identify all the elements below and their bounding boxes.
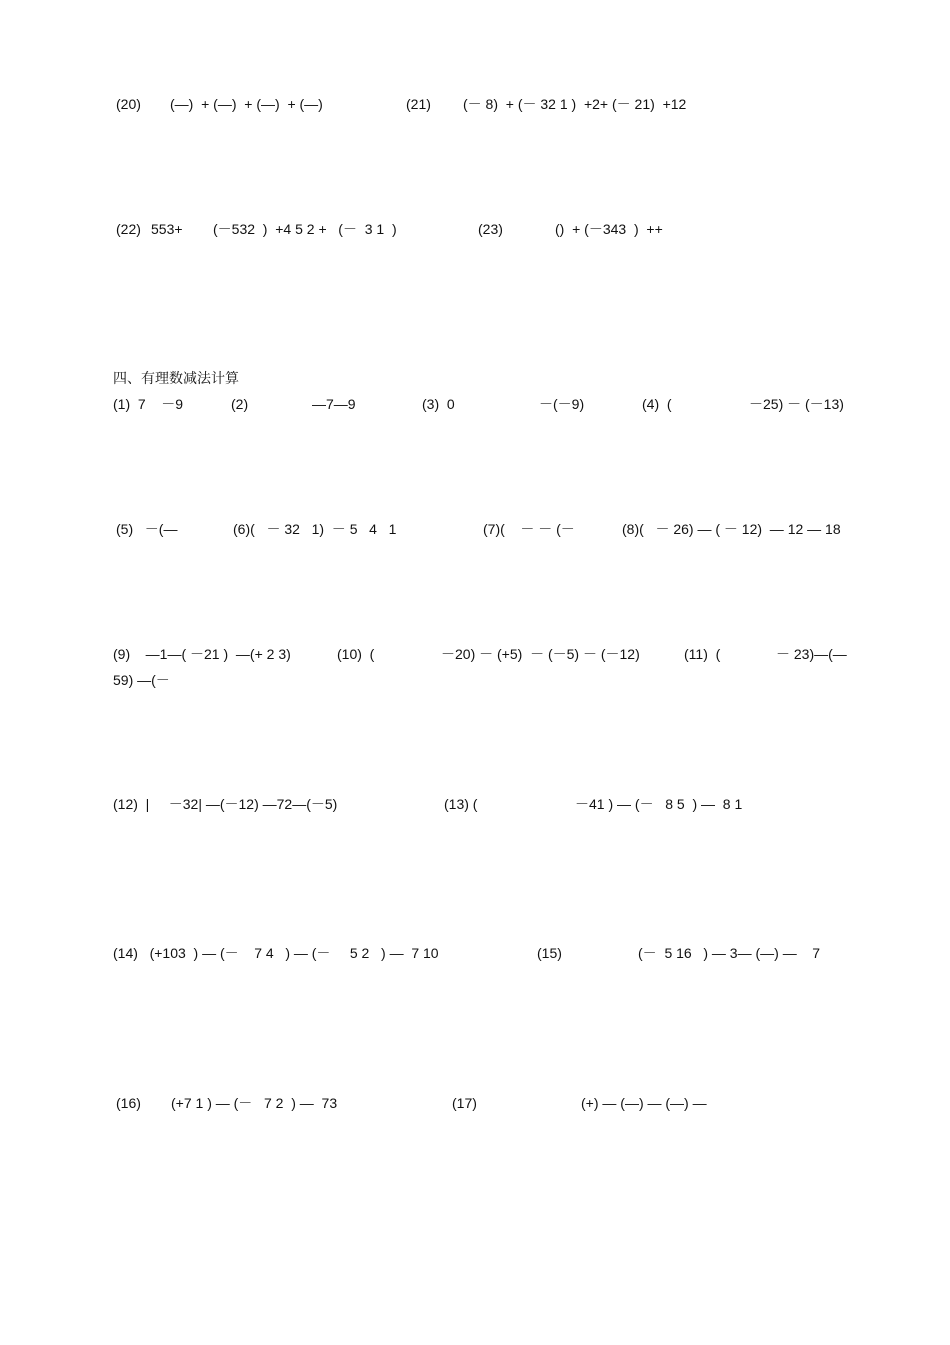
sub-item-5: (5) －(— <box>116 521 178 537</box>
sub-item-15-number: (15) <box>537 945 562 961</box>
item-20-expression: (—) + (—) + (—) + (—) <box>170 96 323 112</box>
section-heading: 四、有理数减法计算 <box>113 371 239 387</box>
sub-item-3-number: (3) 0 <box>422 396 455 412</box>
item-21-expression: (－ 8) + (－ 32 1 ) +2+ (－ 21) +12 <box>463 96 687 112</box>
sub-item-10-number: (10) ( <box>337 646 375 662</box>
sub-item-2-expression: —7—9 <box>312 396 356 412</box>
item-23-number: (23) <box>478 221 503 237</box>
sub-item-13-expression: －41 ) — (－ 8 5 ) — 8 1 <box>575 796 743 812</box>
item-23-expression: () + (－343 ) ++ <box>555 221 663 237</box>
sub-item-4-number: (4) ( <box>642 396 672 412</box>
sub-item-1: (1) 7 －9 <box>113 396 184 412</box>
sub-item-6: (6)( － 32 1) － 5 4 1 <box>233 521 397 537</box>
sub-item-8: (8)( － 26) — ( － 12) — 12 — 18 <box>622 521 841 537</box>
sub-item-17-number: (17) <box>452 1095 477 1111</box>
sub-item-13-number: (13) ( <box>444 796 478 812</box>
sub-item-15-expression: (－ 5 16 ) — 3— (—) — 7 <box>638 945 821 961</box>
sub-item-7: (7)( － － (－ <box>483 521 575 537</box>
sub-item-4-expression: －25) － (－13) <box>749 396 844 412</box>
sub-item-2-number: (2) <box>231 396 249 412</box>
sub-item-14: (14) (+103 ) — (－ 7 4 ) — (－ 5 2 ) — 7 10 <box>113 945 439 961</box>
sub-item-11-number: (11) ( <box>684 646 721 662</box>
sub-item-16-expression: (+7 1 ) — (－ 7 2 ) — 73 <box>171 1095 338 1111</box>
sub-item-16-number: (16) <box>116 1095 141 1111</box>
item-22-expression: (－532 ) +4 5 2 + (－ 3 1 ) <box>213 221 397 237</box>
item-22-expression-start: 553+ <box>151 221 183 237</box>
sub-item-10-expression: －20) － (+5) － (－5) － (－12) <box>441 646 640 662</box>
sub-item-11-continuation: 59) —(－ <box>113 672 170 688</box>
sub-item-12: (12) | －32| —(－12) —72—(－5) <box>113 796 338 812</box>
item-22-number: (22) <box>116 221 141 237</box>
item-21-number: (21) <box>406 96 431 112</box>
item-20-number: (20) <box>116 96 141 112</box>
sub-item-17-expression: (+) — (—) — (—) — <box>581 1095 707 1111</box>
sub-item-9: (9) —1—( －21 ) —(+ 2 3) <box>113 646 291 662</box>
sub-item-3-expression: －(－9) <box>539 396 585 412</box>
sub-item-11-expression: － 23)—(— <box>776 646 847 662</box>
